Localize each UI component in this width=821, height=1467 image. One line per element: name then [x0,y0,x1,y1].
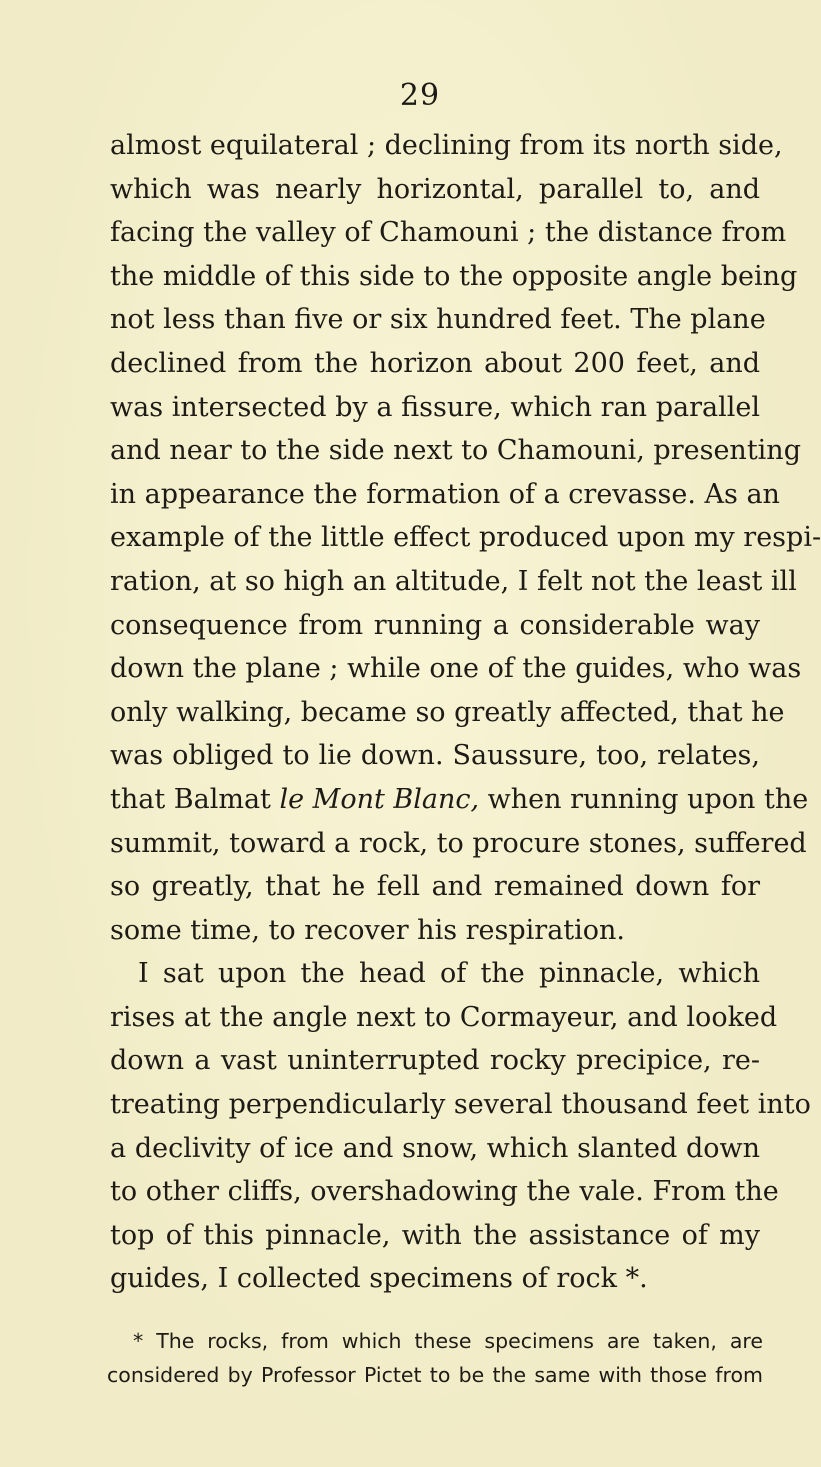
text-line: a declivity of ice and snow, which slanted down [110,1132,760,1164]
text-line: down a vast uninterrupted rocky precipice, re- [110,1045,760,1077]
text-line-with-italic [110,778,809,822]
text-line: consequence from running a considerable way [110,609,760,641]
body-text [110,124,821,1301]
paragraph-end-line: guides, I collected specimens of rock *. [110,1263,648,1295]
text-line: was obliged to lie down. Saussure, too, relates, [110,740,760,772]
text-line: was intersected by a fissure, which ran parallel [110,391,760,423]
footnote-line: * The rocks, from which these specimens are taken, are [133,1329,763,1353]
text-line: ration, at so high an altitude, I felt not the least ill [110,565,797,597]
footnote [107,1324,763,1392]
text-segment: that Balmat [110,783,280,815]
text-line: so greatly, that he fell and remained down for [110,871,760,903]
text-line: example of the little effect produced upon my respi- [110,522,821,554]
text-line: to other cliffs, overshadowing the vale. From the [110,1176,779,1208]
paragraph-end-line: some time, to recover his respiration. [110,914,626,946]
text-line: down the plane ; while one of the guides, who was [110,653,802,685]
text-line: and near to the side next to Chamouni, presenting [110,435,801,467]
text-line: the middle of this side to the opposite angle being [110,260,798,292]
text-line: which was nearly horizontal, parallel to, and [110,173,760,205]
text-line: facing the valley of Chamouni ; the distance from [110,217,787,249]
text-segment: when running upon the [479,783,809,815]
text-line: rises at the angle next to Cormayeur, and looked [110,1001,778,1033]
text-line: declined from the horizon about 200 feet, and [110,347,760,379]
text-line: summit, toward a rock, to procure stones, suffered [110,827,807,859]
paragraph-start-line: I sat upon the head of the pinnacle, which [138,958,760,990]
text-line: treating perpendicularly several thousand feet into [110,1089,811,1121]
italic-title: le Mont Blanc, [279,783,480,815]
text-line: not less than five or six hundred feet. The plane [110,304,766,336]
text-line: top of this pinnacle, with the assistance of my [110,1219,760,1251]
text-line: in appearance the formation of a crevasse. As an [110,478,780,510]
text-line: only walking, became so greatly affected, that he [110,696,785,728]
text-line: almost equilateral ; declining from its north side, [110,130,783,161]
footnote-line: considered by Professor Pictet to be the same with those from [107,1363,763,1387]
page-number: 29 [399,78,441,113]
